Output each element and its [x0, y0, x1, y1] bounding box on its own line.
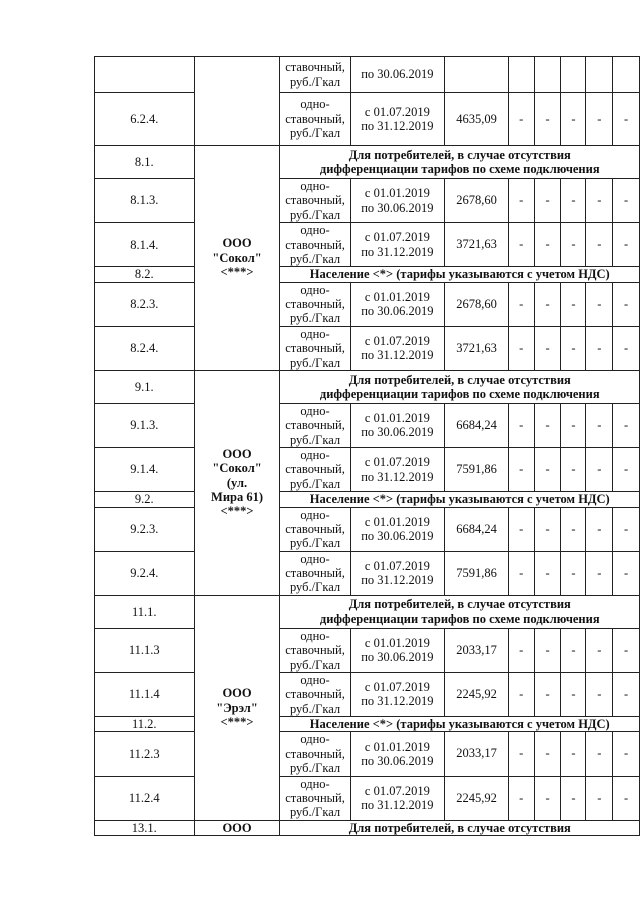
- table-row: [95, 179, 640, 223]
- table-row: [95, 403, 640, 447]
- cell-line: с 01.07.2019: [364, 558, 430, 573]
- cell-line: ставочный,: [285, 193, 345, 208]
- empty-tariff-cell: -: [508, 282, 534, 326]
- cell-line: <***>: [220, 714, 254, 729]
- empty-tariff-cell: -: [508, 732, 534, 776]
- empty-tariff-cell: -: [586, 223, 613, 267]
- empty-tariff-cell: -: [561, 628, 586, 672]
- cell-line: по 31.12.2019: [361, 119, 434, 133]
- row-number: 8.2.4.: [95, 326, 195, 370]
- empty-tariff-cell: -: [508, 93, 534, 146]
- empty-tariff-cell: -: [586, 628, 613, 672]
- cell-line: одно-: [300, 403, 330, 418]
- row-number: 8.2.: [95, 267, 195, 282]
- row-number: 11.2.3: [95, 732, 195, 776]
- row-number: 11.2.4: [95, 776, 195, 820]
- cell-line: руб./Гкал: [289, 207, 341, 222]
- empty-tariff-cell: -: [534, 179, 561, 223]
- section-header-row: [95, 595, 640, 628]
- empty-tariff-cell: -: [508, 179, 534, 223]
- empty-tariff-cell: -: [534, 223, 561, 267]
- cell-line: одно-: [300, 179, 330, 193]
- cell-line: одно-: [300, 732, 330, 747]
- organization-name: [194, 820, 280, 835]
- tariff-value: 4635,09: [445, 93, 509, 146]
- tariff-value: 2245,92: [445, 776, 509, 820]
- cell-line: ставочный,: [285, 237, 345, 252]
- row-number: 13.1.: [95, 820, 195, 835]
- empty-tariff-cell: [534, 57, 561, 93]
- empty-tariff-cell: -: [508, 507, 534, 551]
- tariff-value: 2678,60: [445, 282, 509, 326]
- row-number: 9.2.3.: [95, 507, 195, 551]
- empty-tariff-cell: -: [561, 551, 586, 595]
- row-number: 9.1.3.: [95, 403, 195, 447]
- cell-line: дифференциации тарифов по схеме подключения: [319, 386, 600, 401]
- section-header: [280, 595, 640, 628]
- validity-period: [350, 732, 445, 776]
- cell-line: ставочный,: [285, 111, 345, 126]
- cell-line: руб./Гкал: [289, 311, 341, 326]
- cell-line: по 31.12.2019: [361, 244, 434, 259]
- empty-tariff-cell: -: [508, 223, 534, 267]
- cell-line: одно-: [300, 223, 330, 238]
- cell-line: руб./Гкал: [289, 355, 341, 370]
- cell-line: "Эрэл": [216, 700, 258, 715]
- section-header: [280, 146, 640, 179]
- empty-tariff-cell: -: [561, 672, 586, 716]
- cell-line: руб./Гкал: [289, 476, 341, 491]
- rate-type: [280, 507, 350, 551]
- cell-line: ставочный,: [285, 521, 345, 536]
- cell-line: по 31.12.2019: [361, 469, 434, 484]
- cell-line: руб./Гкал: [289, 701, 341, 716]
- validity-period: [350, 223, 445, 267]
- empty-tariff-cell: -: [586, 282, 613, 326]
- row-number: 11.1.3: [95, 628, 195, 672]
- empty-tariff-cell: -: [586, 776, 613, 820]
- empty-tariff-cell: -: [534, 403, 561, 447]
- tariff-value: 6684,24: [445, 507, 509, 551]
- empty-tariff-cell: -: [613, 776, 640, 820]
- section-header: [280, 370, 640, 403]
- empty-tariff-cell: -: [508, 326, 534, 370]
- tariff-value: 7591,86: [445, 448, 509, 492]
- empty-tariff-cell: -: [586, 507, 613, 551]
- cell-line: ставочный,: [285, 566, 345, 580]
- rate-type: [280, 403, 350, 447]
- empty-tariff-cell: -: [561, 403, 586, 447]
- cell-line: ставочный,: [285, 418, 345, 433]
- empty-tariff-cell: -: [586, 93, 613, 146]
- empty-tariff-cell: -: [561, 282, 586, 326]
- empty-tariff-cell: -: [613, 628, 640, 672]
- cell-line: Для потребителей, в случае отсутствия: [348, 820, 571, 835]
- empty-tariff-cell: -: [613, 403, 640, 447]
- organization-name: [194, 57, 280, 146]
- empty-tariff-cell: -: [508, 672, 534, 716]
- validity-period: [350, 448, 445, 492]
- cell-line: по 31.12.2019: [361, 694, 434, 709]
- empty-tariff-cell: -: [613, 732, 640, 776]
- cell-line: одно-: [300, 628, 330, 643]
- empty-tariff-cell: -: [586, 448, 613, 492]
- cell-line: Мира 61): [211, 490, 264, 504]
- empty-tariff-cell: -: [534, 282, 561, 326]
- row-number: 8.2.3.: [95, 282, 195, 326]
- empty-tariff-cell: -: [586, 672, 613, 716]
- cell-line: с 01.07.2019: [364, 104, 430, 119]
- rate-type: [280, 732, 350, 776]
- empty-tariff-cell: -: [561, 326, 586, 370]
- tariff-value: 3721,63: [445, 223, 509, 267]
- cell-line: "Сокол": [212, 461, 262, 476]
- rate-type: [280, 326, 350, 370]
- empty-tariff-cell: -: [534, 628, 561, 672]
- empty-tariff-cell: -: [561, 448, 586, 492]
- empty-tariff-cell: -: [586, 403, 613, 447]
- cell-line: с 01.01.2019: [364, 514, 430, 529]
- validity-period: [350, 326, 445, 370]
- cell-line: с 01.07.2019: [364, 783, 430, 798]
- validity-period: [350, 403, 445, 447]
- cell-line: руб./Гкал: [289, 580, 341, 595]
- cell-line: Население <*> (тарифы указываются с учетом НДС): [309, 267, 610, 282]
- empty-tariff-cell: -: [613, 223, 640, 267]
- tariff-value: 2245,92: [445, 672, 509, 716]
- table-row: [95, 93, 640, 146]
- tariff-value: 7591,86: [445, 551, 509, 595]
- empty-tariff-cell: -: [534, 732, 561, 776]
- cell-line: с 01.07.2019: [364, 680, 430, 695]
- empty-tariff-cell: -: [586, 551, 613, 595]
- cell-line: с 01.07.2019: [364, 230, 430, 245]
- cell-line: одно-: [300, 672, 330, 687]
- row-number: 9.1.: [95, 370, 195, 403]
- validity-period: [350, 179, 445, 223]
- section-header-row: [95, 370, 640, 403]
- row-number: 8.1.4.: [95, 223, 195, 267]
- cell-line: дифференциации тарифов по схеме подключения: [319, 611, 600, 626]
- cell-line: по 30.06.2019: [361, 529, 434, 544]
- empty-tariff-cell: -: [613, 282, 640, 326]
- cell-line: по 31.12.2019: [361, 348, 434, 363]
- row-number: 8.1.3.: [95, 179, 195, 223]
- validity-period: [350, 551, 445, 595]
- cell-line: одно-: [300, 551, 330, 566]
- empty-tariff-cell: -: [613, 326, 640, 370]
- empty-tariff-cell: -: [561, 93, 586, 146]
- tariff-value: 2033,17: [445, 628, 509, 672]
- row-number: 11.1.4: [95, 672, 195, 716]
- tariff-value: 2678,60: [445, 179, 509, 223]
- rate-type: [280, 672, 350, 716]
- cell-line: ООО: [222, 820, 252, 835]
- row-number: [95, 57, 195, 93]
- table-row: [95, 282, 640, 326]
- row-number: 9.2.: [95, 492, 195, 507]
- row-number: 9.2.4.: [95, 551, 195, 595]
- empty-tariff-cell: [613, 57, 640, 93]
- rate-type: [280, 551, 350, 595]
- cell-line: руб./Гкал: [289, 251, 341, 266]
- cell-line: по 31.12.2019: [361, 798, 434, 813]
- cell-line: Для потребителей, в случае отсутствия: [348, 147, 571, 162]
- row-number: 11.2.: [95, 717, 195, 732]
- table-row: [95, 57, 640, 93]
- cell-line: одно-: [300, 448, 330, 462]
- cell-line: по 30.06.2019: [361, 200, 434, 215]
- cell-line: с 01.01.2019: [364, 411, 430, 426]
- section-header-row: [95, 820, 640, 835]
- cell-line: одно-: [300, 326, 330, 341]
- cell-line: руб./Гкал: [289, 805, 341, 820]
- cell-line: по 30.06.2019: [361, 753, 434, 768]
- section-header-row: [95, 267, 640, 282]
- rate-type: [280, 282, 350, 326]
- tariff-value: 6684,24: [445, 403, 509, 447]
- empty-tariff-cell: -: [586, 732, 613, 776]
- cell-line: ООО: [222, 446, 252, 461]
- section-header-row: [95, 146, 640, 179]
- cell-line: ставочный,: [285, 687, 345, 702]
- empty-tariff-cell: -: [534, 776, 561, 820]
- table-row: [95, 326, 640, 370]
- cell-line: одно-: [300, 776, 330, 791]
- empty-tariff-cell: -: [586, 179, 613, 223]
- cell-line: по 31.12.2019: [361, 573, 434, 588]
- validity-period: [350, 776, 445, 820]
- cell-line: одно-: [300, 282, 330, 297]
- empty-tariff-cell: -: [561, 179, 586, 223]
- cell-line: по 30.06.2019: [361, 304, 434, 319]
- empty-tariff-cell: -: [508, 776, 534, 820]
- cell-line: руб./Гкал: [289, 657, 341, 672]
- cell-line: (ул.: [226, 475, 248, 490]
- cell-line: ставочный,: [285, 462, 345, 477]
- cell-line: руб./Гкал: [289, 74, 341, 89]
- empty-tariff-cell: -: [534, 507, 561, 551]
- empty-tariff-cell: -: [534, 448, 561, 492]
- validity-period: [350, 57, 445, 93]
- empty-tariff-cell: -: [561, 732, 586, 776]
- cell-line: <***>: [220, 504, 254, 519]
- empty-tariff-cell: -: [561, 776, 586, 820]
- empty-tariff-cell: [508, 57, 534, 93]
- empty-tariff-cell: -: [561, 223, 586, 267]
- organization-name: [194, 370, 280, 595]
- validity-period: [350, 628, 445, 672]
- empty-tariff-cell: -: [534, 93, 561, 146]
- cell-line: ставочный,: [285, 341, 345, 356]
- cell-line: Для потребителей, в случае отсутствия: [348, 597, 571, 612]
- empty-tariff-cell: -: [508, 403, 534, 447]
- cell-line: с 01.01.2019: [364, 289, 430, 304]
- empty-tariff-cell: -: [561, 507, 586, 551]
- cell-line: ставочный,: [285, 60, 345, 75]
- cell-line: одно-: [300, 97, 330, 112]
- empty-tariff-cell: [561, 57, 586, 93]
- table-row: [95, 776, 640, 820]
- cell-line: ставочный,: [285, 790, 345, 805]
- cell-line: руб./Гкал: [289, 761, 341, 776]
- rate-type: [280, 93, 350, 146]
- section-header-row: [95, 717, 640, 732]
- empty-tariff-cell: -: [613, 179, 640, 223]
- validity-period: [350, 672, 445, 716]
- empty-tariff-cell: -: [508, 551, 534, 595]
- empty-tariff-cell: -: [508, 448, 534, 492]
- tariff-table: [94, 56, 640, 836]
- row-number: 8.1.: [95, 146, 195, 179]
- tariff-value: [445, 57, 509, 93]
- rate-type: [280, 57, 350, 93]
- cell-line: руб./Гкал: [289, 536, 341, 551]
- section-header: [280, 717, 640, 732]
- table-row: [95, 223, 640, 267]
- rate-type: [280, 448, 350, 492]
- rate-type: [280, 223, 350, 267]
- cell-line: Население <*> (тарифы указываются с учетом НДС): [309, 717, 610, 731]
- cell-line: Для потребителей, в случае отсутствия: [348, 372, 571, 387]
- organization-name: [194, 146, 280, 371]
- cell-line: ставочный,: [285, 643, 345, 658]
- section-header: [280, 267, 640, 282]
- tariff-value: 3721,63: [445, 326, 509, 370]
- cell-line: руб./Гкал: [289, 432, 341, 447]
- empty-tariff-cell: [586, 57, 613, 93]
- empty-tariff-cell: -: [586, 326, 613, 370]
- table-row: [95, 507, 640, 551]
- empty-tariff-cell: -: [508, 628, 534, 672]
- cell-line: ООО: [222, 236, 252, 251]
- cell-line: с 01.01.2019: [364, 635, 430, 650]
- cell-line: с 01.01.2019: [364, 739, 430, 754]
- empty-tariff-cell: -: [534, 326, 561, 370]
- cell-line: ставочный,: [285, 746, 345, 761]
- cell-line: Население <*> (тарифы указываются с учетом НДС): [309, 492, 610, 507]
- cell-line: <***>: [220, 265, 254, 280]
- rate-type: [280, 776, 350, 820]
- table-row: [95, 732, 640, 776]
- tariff-value: 2033,17: [445, 732, 509, 776]
- cell-line: ставочный,: [285, 297, 345, 311]
- row-number: 11.1.: [95, 595, 195, 628]
- empty-tariff-cell: -: [613, 93, 640, 146]
- empty-tariff-cell: -: [534, 672, 561, 716]
- validity-period: [350, 282, 445, 326]
- row-number: 9.1.4.: [95, 448, 195, 492]
- section-header: [280, 492, 640, 507]
- row-number: 6.2.4.: [95, 93, 195, 146]
- cell-line: по 30.06.2019: [361, 67, 434, 82]
- empty-tariff-cell: -: [613, 672, 640, 716]
- rate-type: [280, 628, 350, 672]
- organization-name: [194, 595, 280, 820]
- rate-type: [280, 179, 350, 223]
- empty-tariff-cell: -: [534, 551, 561, 595]
- section-header: [280, 820, 640, 835]
- empty-tariff-cell: -: [613, 507, 640, 551]
- cell-line: с 01.07.2019: [364, 333, 430, 348]
- cell-line: с 01.01.2019: [364, 186, 430, 201]
- empty-tariff-cell: -: [613, 448, 640, 492]
- table-row: [95, 672, 640, 716]
- cell-line: дифференциации тарифов по схеме подключения: [319, 162, 600, 176]
- table-row: [95, 448, 640, 492]
- section-header-row: [95, 492, 640, 507]
- cell-line: по 30.06.2019: [361, 425, 434, 440]
- cell-line: руб./Гкал: [289, 126, 341, 141]
- validity-period: [350, 93, 445, 146]
- cell-line: по 30.06.2019: [361, 650, 434, 665]
- cell-line: одно-: [300, 507, 330, 522]
- cell-line: с 01.07.2019: [364, 455, 430, 470]
- validity-period: [350, 507, 445, 551]
- cell-line: ООО: [222, 686, 252, 701]
- table-row: [95, 628, 640, 672]
- empty-tariff-cell: -: [613, 551, 640, 595]
- table-row: [95, 551, 640, 595]
- cell-line: "Сокол": [212, 250, 262, 265]
